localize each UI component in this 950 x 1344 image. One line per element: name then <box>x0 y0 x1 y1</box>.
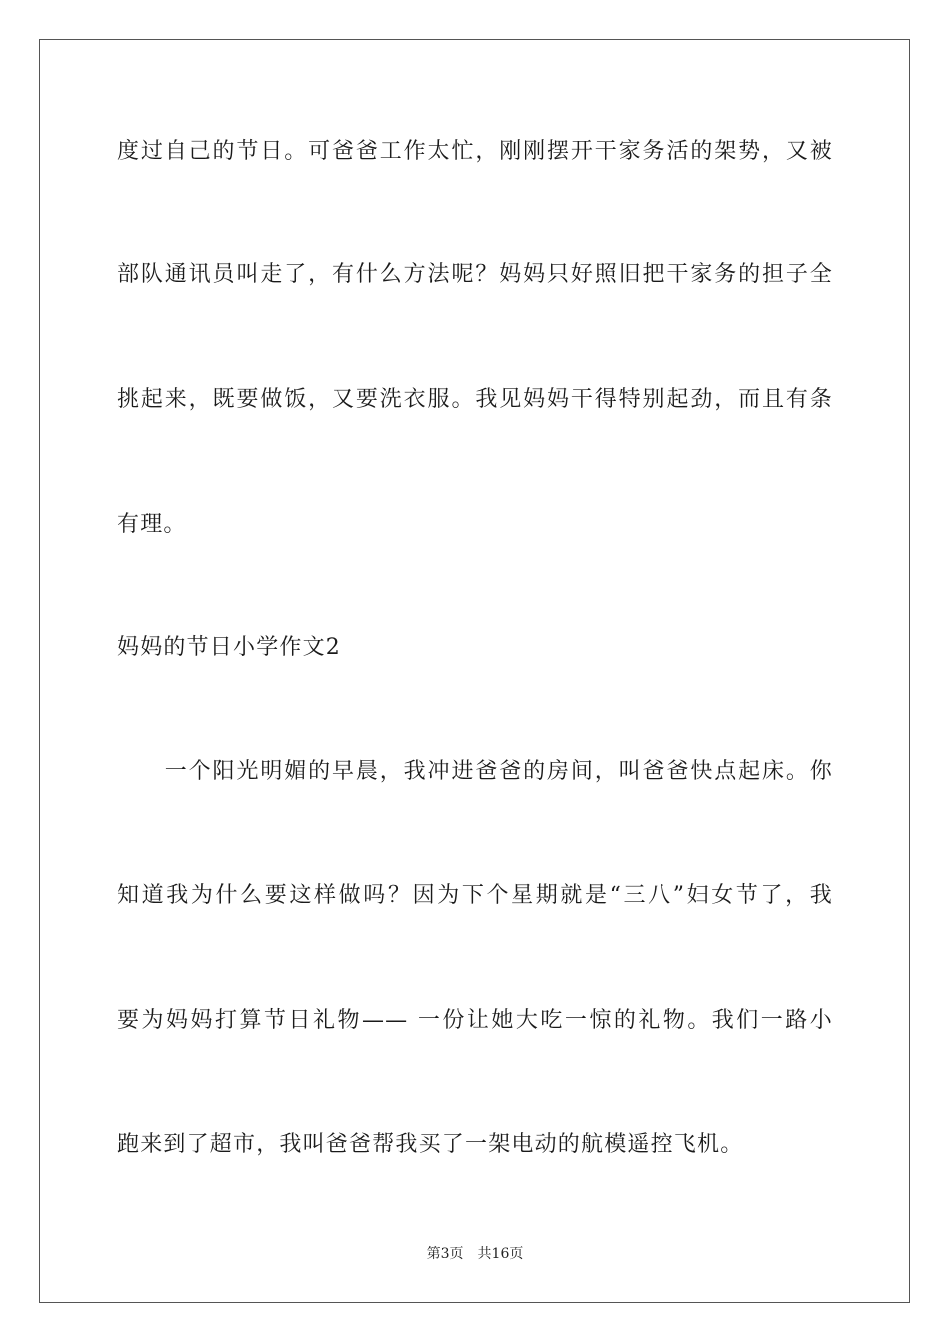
paragraph-2-line-1: 一个阳光明媚的早晨，我冲进爸爸的房间，叫爸爸快点起床。你 <box>117 759 833 784</box>
paragraph-2-line-2: 知道我为什么要这样做吗？因为下个星期就是“三八”妇女节了，我 <box>117 883 833 908</box>
paragraph-2-line-4: 跑来到了超市，我叫爸爸帮我买了一架电动的航模遥控飞机。 <box>117 1132 744 1157</box>
paragraph-1-line-1: 度过自己的节日。可爸爸工作太忙，刚刚摆开干家务活的架势，又被 <box>117 139 833 164</box>
paragraph-1-line-3: 挑起来，既要做饭，又要洗衣服。我见妈妈干得特别起劲，而且有条 <box>117 387 833 412</box>
page-footer: 第3页 共16页 <box>426 1246 524 1262</box>
paragraph-2-line-3: 要为妈妈打算节日礼物—— 一份让她大吃一惊的礼物。我们一路小 <box>117 1008 833 1033</box>
paragraph-1-line-4: 有理。 <box>117 512 187 537</box>
paragraph-1-line-2: 部队通讯员叫走了，有什么方法呢？妈妈只好照旧把干家务的担子全 <box>117 262 833 287</box>
page-border <box>39 39 910 1303</box>
section-heading: 妈妈的节日小学作文2 <box>117 635 341 660</box>
